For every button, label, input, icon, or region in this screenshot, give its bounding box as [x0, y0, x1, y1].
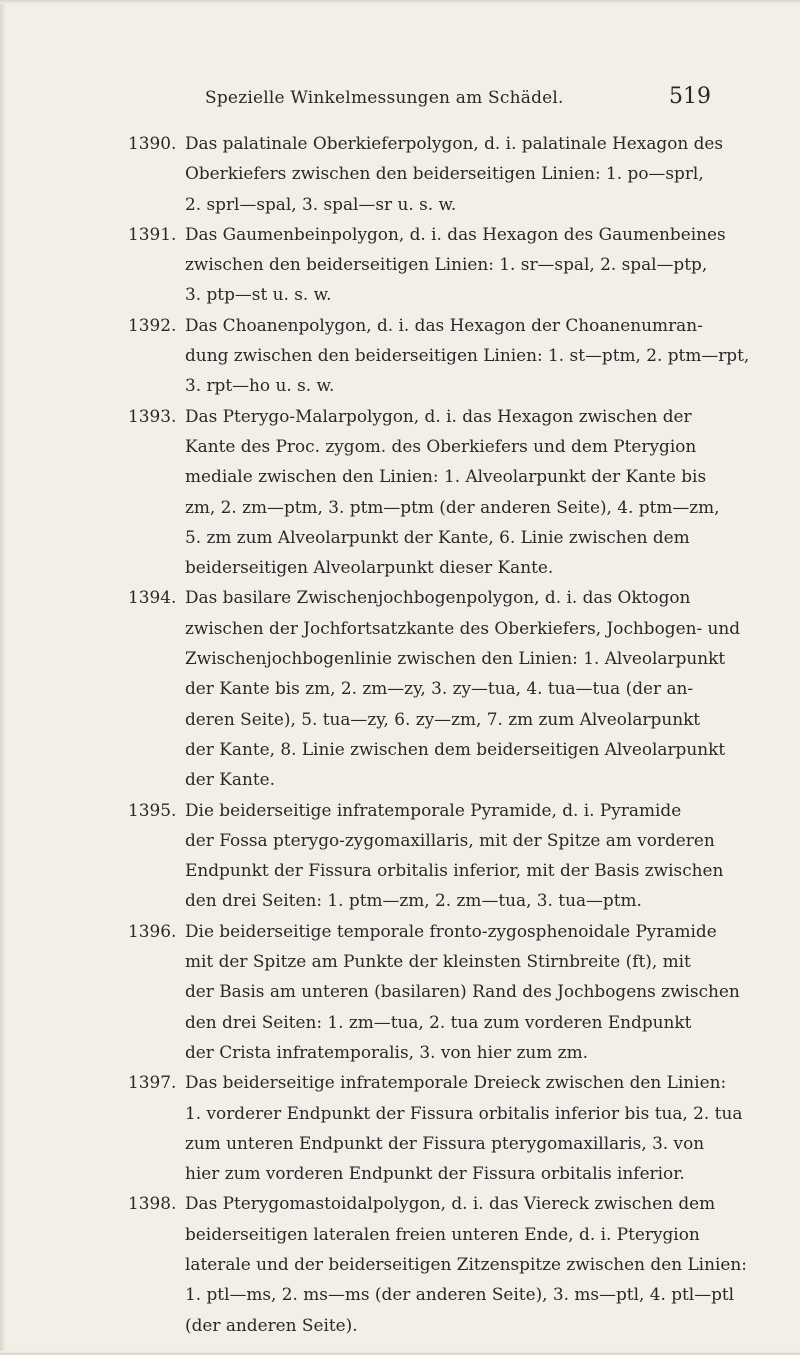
- entry-text-line: Die beiderseitige infratemporale Pyramide, d. i. Pyramide: [185, 799, 682, 820]
- entry-text-line: der Crista infratemporalis, 3. von hier zum zm.: [185, 1041, 588, 1062]
- entry-number: 1398.: [128, 1193, 177, 1214]
- entry-number: 1396.: [128, 920, 177, 941]
- entry-text-line: der Fossa pterygo-zygomaxillaris, mit der Spitze am vorderen: [185, 829, 715, 850]
- entry-text-line: den drei Seiten: 1. ptm—zm, 2. zm—tua, 3. tua—ptm.: [185, 890, 642, 911]
- entry-number: 1392.: [128, 314, 177, 335]
- entry-1397: [128, 1067, 743, 1188]
- entry-text-line: zwischen der Jochfortsatzkante des Oberkiefers, Jochbogen- und: [185, 617, 741, 638]
- entry-text-line: hier zum vorderen Endpunkt der Fissura orbitalis inferior.: [185, 1163, 685, 1184]
- entry-text-line: Das basilare Zwischenjochbogenpolygon, d. i. das Oktogon: [185, 587, 691, 608]
- entry-1396: [128, 916, 740, 1067]
- entry-number: 1397.: [128, 1072, 177, 1093]
- entry-text-line: der Kante.: [185, 769, 275, 790]
- entry-1394: [128, 582, 741, 794]
- entry-text-line: Das Pterygo-Malarpolygon, d. i. das Hexagon zwischen der: [185, 405, 692, 426]
- entry-text-line: 5. zm zum Alveolarpunkt der Kante, 6. Linie zwischen dem: [185, 526, 690, 547]
- entry-text-line: 1. ptl—ms, 2. ms—ms (der anderen Seite), 3. ms—ptl, 4. ptl—ptl: [185, 1284, 735, 1305]
- page-bottom-shadow: [0, 1351, 800, 1355]
- page-number: 519: [669, 84, 711, 109]
- entry-number: 1394.: [128, 587, 177, 608]
- entry-text-line: deren Seite), 5. tua—zy, 6. zy—zm, 7. zm zum Alveolarpunkt: [185, 708, 701, 729]
- entry-text-line: dung zwischen den beiderseitigen Linien: 1. st—ptm, 2. ptm—rpt,: [185, 345, 750, 366]
- entry-text-line: 1. vorderer Endpunkt der Fissura orbitalis inferior bis tua, 2. tua: [185, 1102, 743, 1123]
- running-header: [205, 84, 711, 114]
- entry-text-line: zm, 2. zm—ptm, 3. ptm—ptm (der anderen Seite), 4. ptm—zm,: [185, 496, 720, 517]
- entry-text-line: Kante des Proc. zygom. des Oberkiefers und dem Pterygion: [185, 435, 697, 456]
- entry-1392: [128, 310, 750, 401]
- entry-1393: [128, 401, 720, 583]
- entry-text-line: zum unteren Endpunkt der Fissura pterygomaxillaris, 3. von: [185, 1132, 705, 1153]
- entry-text-line: zwischen den beiderseitigen Linien: 1. sr—spal, 2. spal—ptp,: [185, 254, 708, 275]
- entry-1390: [128, 128, 724, 219]
- entry-number: 1391.: [128, 223, 177, 244]
- entry-number: 1393.: [128, 405, 177, 426]
- entry-text-line: beiderseitigen lateralen freien unteren Ende, d. i. Pterygion: [185, 1223, 700, 1244]
- page-top-shadow: [0, 0, 800, 4]
- entry-text-line: Oberkiefers zwischen den beiderseitigen Linien: 1. po—sprl,: [185, 163, 704, 184]
- entry-1391: [128, 219, 726, 310]
- entry-number: 1390.: [128, 133, 177, 153]
- entry-text-line: mit der Spitze am Punkte der kleinsten Stirnbreite (ft), mit: [185, 951, 691, 972]
- entry-text-line: mediale zwischen den Linien: 1. Alveolarpunkt der Kante bis: [185, 466, 707, 487]
- entry-text-line: 3. ptp—st u. s. w.: [185, 284, 332, 305]
- entry-text-line: Das Gaumenbeinpolygon, d. i. das Hexagon des Gaumenbeines: [185, 223, 726, 244]
- entry-text-line: der Kante, 8. Linie zwischen dem beiderseitigen Alveolarpunkt: [185, 738, 726, 759]
- entry-text-line: Die beiderseitige temporale fronto-zygosphenoidale Pyramide: [185, 920, 717, 941]
- entry-text-line: beiderseitigen Alveolarpunkt dieser Kante.: [185, 557, 554, 578]
- entry-text-line: der Kante bis zm, 2. zm—zy, 3. zy—tua, 4. tua—tua (der an-: [185, 678, 694, 699]
- entry-text-line: 3. rpt—ho u. s. w.: [185, 375, 335, 396]
- entry-text-line: laterale und der beiderseitigen Zitzenspitze zwischen den Linien:: [185, 1253, 747, 1274]
- entry-text-line: Das beiderseitige infratemporale Dreieck zwischen den Linien:: [185, 1072, 727, 1093]
- entry-text-line: (der anderen Seite).: [185, 1314, 358, 1335]
- entry-text-line: 2. sprl—spal, 3. spal—sr u. s. w.: [185, 193, 457, 214]
- header-title: Spezielle Winkelmessungen am Schädel.: [205, 88, 564, 108]
- entry-text-line: Endpunkt der Fissura orbitalis inferior, mit der Basis zwischen: [185, 860, 724, 881]
- entry-list: [128, 128, 750, 1340]
- entry-number: 1395.: [128, 799, 177, 820]
- entry-text-line: Das palatinale Oberkieferpolygon, d. i. palatinale Hexagon des: [185, 133, 724, 153]
- entry-text-line: Zwischenjochbogenlinie zwischen den Linien: 1. Alveolarpunkt: [185, 648, 726, 669]
- entry-text-line: Das Choanenpolygon, d. i. das Hexagon der Choanenumran-: [185, 314, 703, 335]
- entry-1398: [128, 1188, 747, 1339]
- page-edge-shadow: [0, 0, 6, 1355]
- entry-text-line: der Basis am unteren (basilaren) Rand des Jochbogens zwischen: [185, 981, 740, 1002]
- entry-1395: [128, 795, 724, 916]
- entry-text-line: Das Pterygomastoidalpolygon, d. i. das Viereck zwischen dem: [185, 1193, 716, 1214]
- entry-text-line: den drei Seiten: 1. zm—tua, 2. tua zum vorderen Endpunkt: [185, 1011, 692, 1032]
